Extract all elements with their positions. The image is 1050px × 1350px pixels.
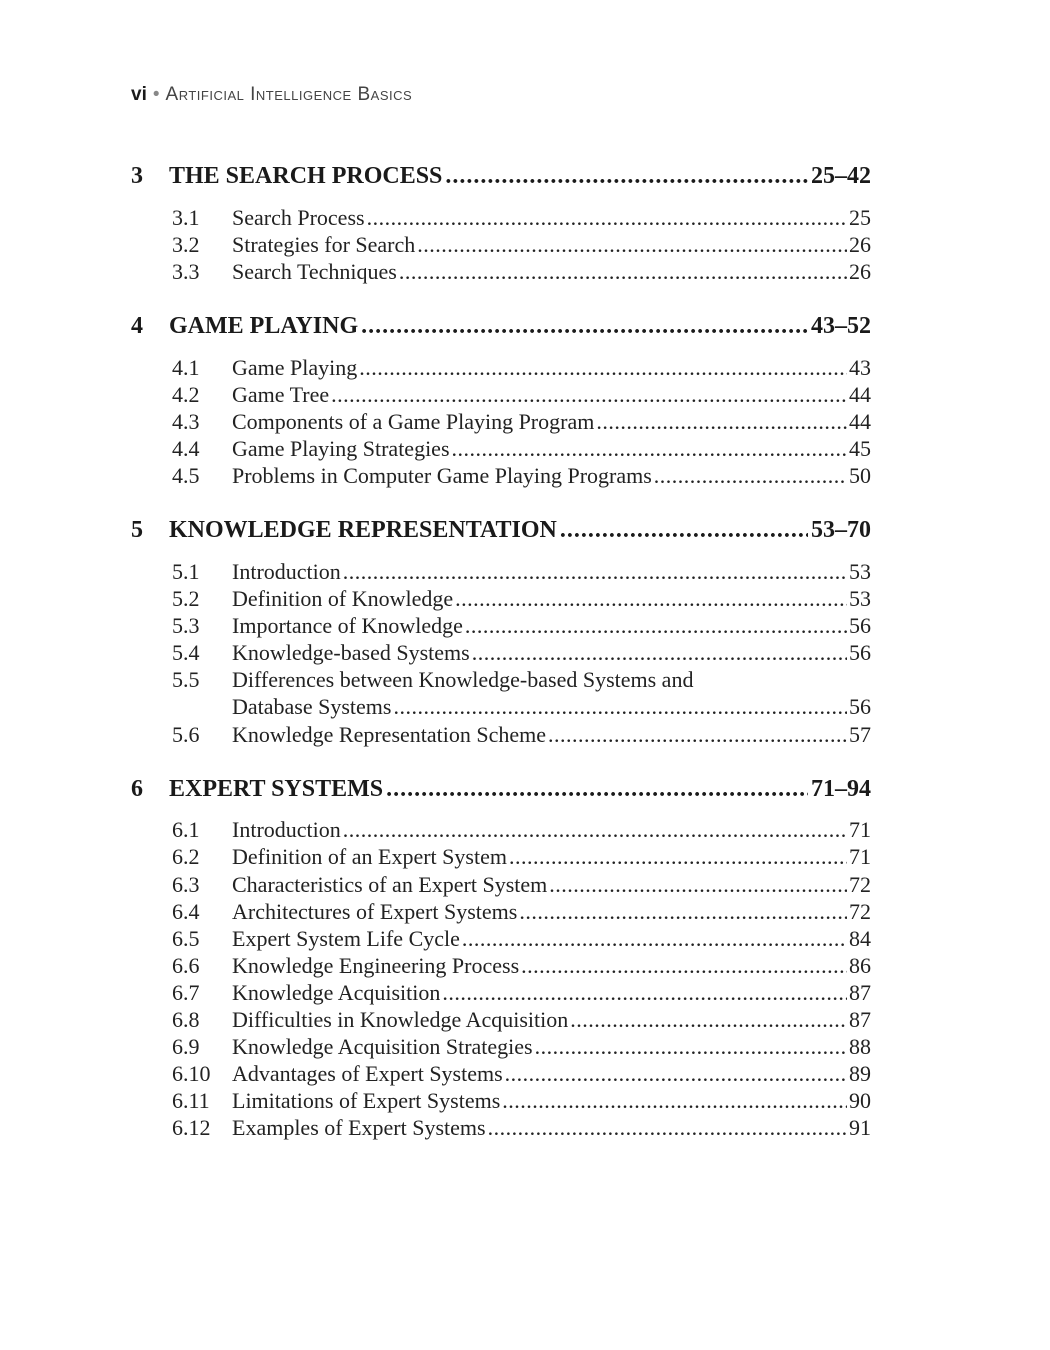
dot-leader bbox=[549, 872, 847, 898]
section-entry[interactable] bbox=[172, 844, 871, 871]
dot-leader bbox=[386, 776, 808, 803]
section-number: 3.1 bbox=[172, 205, 200, 230]
section-entry[interactable] bbox=[172, 640, 871, 667]
page-folio: vi bbox=[131, 84, 147, 105]
section-page: 44 bbox=[849, 382, 871, 407]
section-title-continued: Database Systems bbox=[232, 694, 392, 719]
section-page: 45 bbox=[849, 436, 871, 461]
chapter-heading[interactable] bbox=[131, 163, 871, 195]
section-title: Introduction bbox=[232, 559, 341, 584]
section-entry[interactable] bbox=[172, 355, 871, 382]
section-entry[interactable] bbox=[172, 926, 871, 953]
dot-leader bbox=[399, 259, 847, 285]
section-number: 6.12 bbox=[172, 1115, 211, 1140]
chapter-number: 5 bbox=[131, 517, 143, 543]
book-title: Artificial Intelligence Basics bbox=[165, 84, 413, 105]
section-entry[interactable] bbox=[172, 872, 871, 899]
section-entry[interactable] bbox=[172, 613, 871, 640]
section-title: Knowledge-based Systems bbox=[232, 640, 470, 665]
section-entry[interactable] bbox=[172, 1115, 871, 1142]
chapter-heading[interactable] bbox=[131, 313, 871, 345]
dot-leader bbox=[560, 517, 808, 544]
section-title: Expert System Life Cycle bbox=[232, 926, 460, 951]
chapter-title: EXPERT SYSTEMS bbox=[169, 776, 384, 802]
section-page: 26 bbox=[849, 259, 871, 284]
section-title: Game Playing bbox=[232, 355, 358, 380]
section-entry[interactable] bbox=[172, 722, 871, 749]
chapter-title: THE SEARCH PROCESS bbox=[169, 163, 443, 189]
dot-leader bbox=[548, 722, 847, 748]
section-entry[interactable] bbox=[172, 559, 871, 586]
section-number: 5.6 bbox=[172, 722, 200, 747]
section-number: 4.4 bbox=[172, 436, 200, 461]
section-number: 6.3 bbox=[172, 872, 200, 897]
section-page: 90 bbox=[849, 1088, 871, 1113]
dot-leader bbox=[488, 1115, 847, 1141]
section-title: Introduction bbox=[232, 817, 341, 842]
chapter-heading[interactable] bbox=[131, 776, 871, 808]
section-entry-continuation[interactable] bbox=[172, 694, 871, 721]
section-entry[interactable] bbox=[172, 232, 871, 259]
section-entry[interactable] bbox=[172, 817, 871, 844]
section-title: Advantages of Expert Systems bbox=[232, 1061, 503, 1086]
dot-leader bbox=[452, 436, 847, 462]
section-number: 4.2 bbox=[172, 382, 200, 407]
section-title: Examples of Expert Systems bbox=[232, 1115, 486, 1140]
chapter-page-range: 53–70 bbox=[811, 517, 871, 543]
chapter-page-range: 43–52 bbox=[811, 313, 871, 339]
section-number: 4.1 bbox=[172, 355, 200, 380]
section-page: 72 bbox=[849, 872, 871, 897]
dot-leader bbox=[535, 1034, 847, 1060]
section-title: Difficulties in Knowledge Acquisition bbox=[232, 1007, 569, 1032]
section-number: 3.3 bbox=[172, 259, 200, 284]
section-number: 5.1 bbox=[172, 559, 200, 584]
section-page: 71 bbox=[849, 844, 871, 869]
dot-leader bbox=[502, 1088, 847, 1114]
dot-leader bbox=[367, 205, 847, 231]
dot-leader bbox=[519, 899, 847, 925]
section-title: Definition of Knowledge bbox=[232, 586, 454, 611]
section-page: 91 bbox=[849, 1115, 871, 1140]
section-page: 87 bbox=[849, 980, 871, 1005]
section-title: Knowledge Acquisition bbox=[232, 980, 441, 1005]
dot-leader bbox=[417, 232, 847, 258]
section-entry[interactable] bbox=[172, 1088, 871, 1115]
chapter-title: GAME PLAYING bbox=[169, 313, 359, 339]
section-number: 6.5 bbox=[172, 926, 200, 951]
dot-leader bbox=[465, 613, 847, 639]
section-title: Differences between Knowledge-based Systems and bbox=[232, 667, 694, 692]
section-number: 4.5 bbox=[172, 463, 200, 488]
section-page: 57 bbox=[849, 722, 871, 747]
section-entry[interactable] bbox=[172, 1034, 871, 1061]
section-title: Strategies for Search bbox=[232, 232, 416, 257]
chapter-number: 6 bbox=[131, 776, 143, 802]
dot-leader bbox=[445, 163, 808, 190]
section-entry[interactable] bbox=[172, 382, 871, 409]
chapter-page-range: 25–42 bbox=[811, 163, 871, 189]
section-page: 71 bbox=[849, 817, 871, 842]
dot-leader bbox=[472, 640, 847, 666]
section-number: 5.3 bbox=[172, 613, 200, 638]
section-entry[interactable] bbox=[172, 667, 871, 694]
section-page: 72 bbox=[849, 899, 871, 924]
dot-leader bbox=[343, 817, 847, 843]
section-entry[interactable] bbox=[172, 463, 871, 490]
section-entry[interactable] bbox=[172, 205, 871, 232]
dot-leader bbox=[442, 980, 847, 1006]
section-title: Search Techniques bbox=[232, 259, 397, 284]
section-number: 3.2 bbox=[172, 232, 200, 257]
section-title: Importance of Knowledge bbox=[232, 613, 463, 638]
dot-leader bbox=[521, 953, 847, 979]
dot-leader bbox=[509, 844, 847, 870]
section-title: Limitations of Expert Systems bbox=[232, 1088, 501, 1113]
section-entry[interactable] bbox=[172, 586, 871, 613]
section-page: 84 bbox=[849, 926, 871, 951]
section-number: 6.7 bbox=[172, 980, 200, 1005]
section-page: 56 bbox=[849, 694, 871, 719]
section-page: 56 bbox=[849, 613, 871, 638]
dot-leader bbox=[331, 382, 847, 408]
section-number: 6.4 bbox=[172, 899, 200, 924]
chapter-page-range: 71–94 bbox=[811, 776, 871, 802]
dot-leader bbox=[393, 694, 847, 720]
dot-leader bbox=[570, 1007, 847, 1033]
section-number: 4.3 bbox=[172, 409, 200, 434]
section-page: 26 bbox=[849, 232, 871, 257]
section-page: 25 bbox=[849, 205, 871, 230]
section-title: Game Playing Strategies bbox=[232, 436, 450, 461]
dot-leader bbox=[361, 313, 808, 340]
section-entry[interactable] bbox=[172, 409, 871, 436]
section-entry[interactable] bbox=[172, 1007, 871, 1034]
section-title: Search Process bbox=[232, 205, 365, 230]
section-number: 5.5 bbox=[172, 667, 200, 692]
dot-leader bbox=[596, 409, 847, 435]
running-head bbox=[131, 84, 412, 106]
section-page: 44 bbox=[849, 409, 871, 434]
section-number: 5.4 bbox=[172, 640, 200, 665]
section-number: 6.11 bbox=[172, 1088, 210, 1113]
chapter-title: KNOWLEDGE REPRESENTATION bbox=[169, 517, 557, 543]
section-title: Problems in Computer Game Playing Programs bbox=[232, 463, 652, 488]
section-number: 6.6 bbox=[172, 953, 200, 978]
section-title: Characteristics of an Expert System bbox=[232, 872, 548, 897]
section-title: Knowledge Acquisition Strategies bbox=[232, 1034, 533, 1059]
section-number: 6.2 bbox=[172, 844, 200, 869]
section-title: Architectures of Expert Systems bbox=[232, 899, 518, 924]
section-number: 6.10 bbox=[172, 1061, 211, 1086]
dot-leader bbox=[359, 355, 847, 381]
section-number: 6.9 bbox=[172, 1034, 200, 1059]
section-entry[interactable] bbox=[172, 953, 871, 980]
dot-leader bbox=[505, 1061, 847, 1087]
section-entry[interactable] bbox=[172, 899, 871, 926]
chapter-number: 3 bbox=[131, 163, 143, 189]
section-page: 50 bbox=[849, 463, 871, 488]
section-number: 5.2 bbox=[172, 586, 200, 611]
section-entry[interactable] bbox=[172, 259, 871, 286]
dot-leader bbox=[654, 463, 847, 489]
chapter-heading[interactable] bbox=[131, 517, 871, 549]
section-entry[interactable] bbox=[172, 980, 871, 1007]
separator-bullet: • bbox=[152, 84, 160, 105]
section-entry[interactable] bbox=[172, 436, 871, 463]
section-number: 6.8 bbox=[172, 1007, 200, 1032]
dot-leader bbox=[343, 559, 847, 585]
section-page: 43 bbox=[849, 355, 871, 380]
section-entry[interactable] bbox=[172, 1061, 871, 1088]
section-page: 53 bbox=[849, 586, 871, 611]
dot-leader bbox=[462, 926, 847, 952]
section-page: 87 bbox=[849, 1007, 871, 1032]
section-page: 53 bbox=[849, 559, 871, 584]
section-number: 6.1 bbox=[172, 817, 200, 842]
section-page: 88 bbox=[849, 1034, 871, 1059]
dot-leader bbox=[455, 586, 847, 612]
section-title: Game Tree bbox=[232, 382, 330, 407]
section-page: 56 bbox=[849, 640, 871, 665]
section-title: Definition of an Expert System bbox=[232, 844, 507, 869]
chapter-number: 4 bbox=[131, 313, 143, 339]
section-title: Knowledge Representation Scheme bbox=[232, 722, 547, 747]
section-page: 89 bbox=[849, 1061, 871, 1086]
section-title: Knowledge Engineering Process bbox=[232, 953, 520, 978]
section-page: 86 bbox=[849, 953, 871, 978]
section-title: Components of a Game Playing Program bbox=[232, 409, 595, 434]
